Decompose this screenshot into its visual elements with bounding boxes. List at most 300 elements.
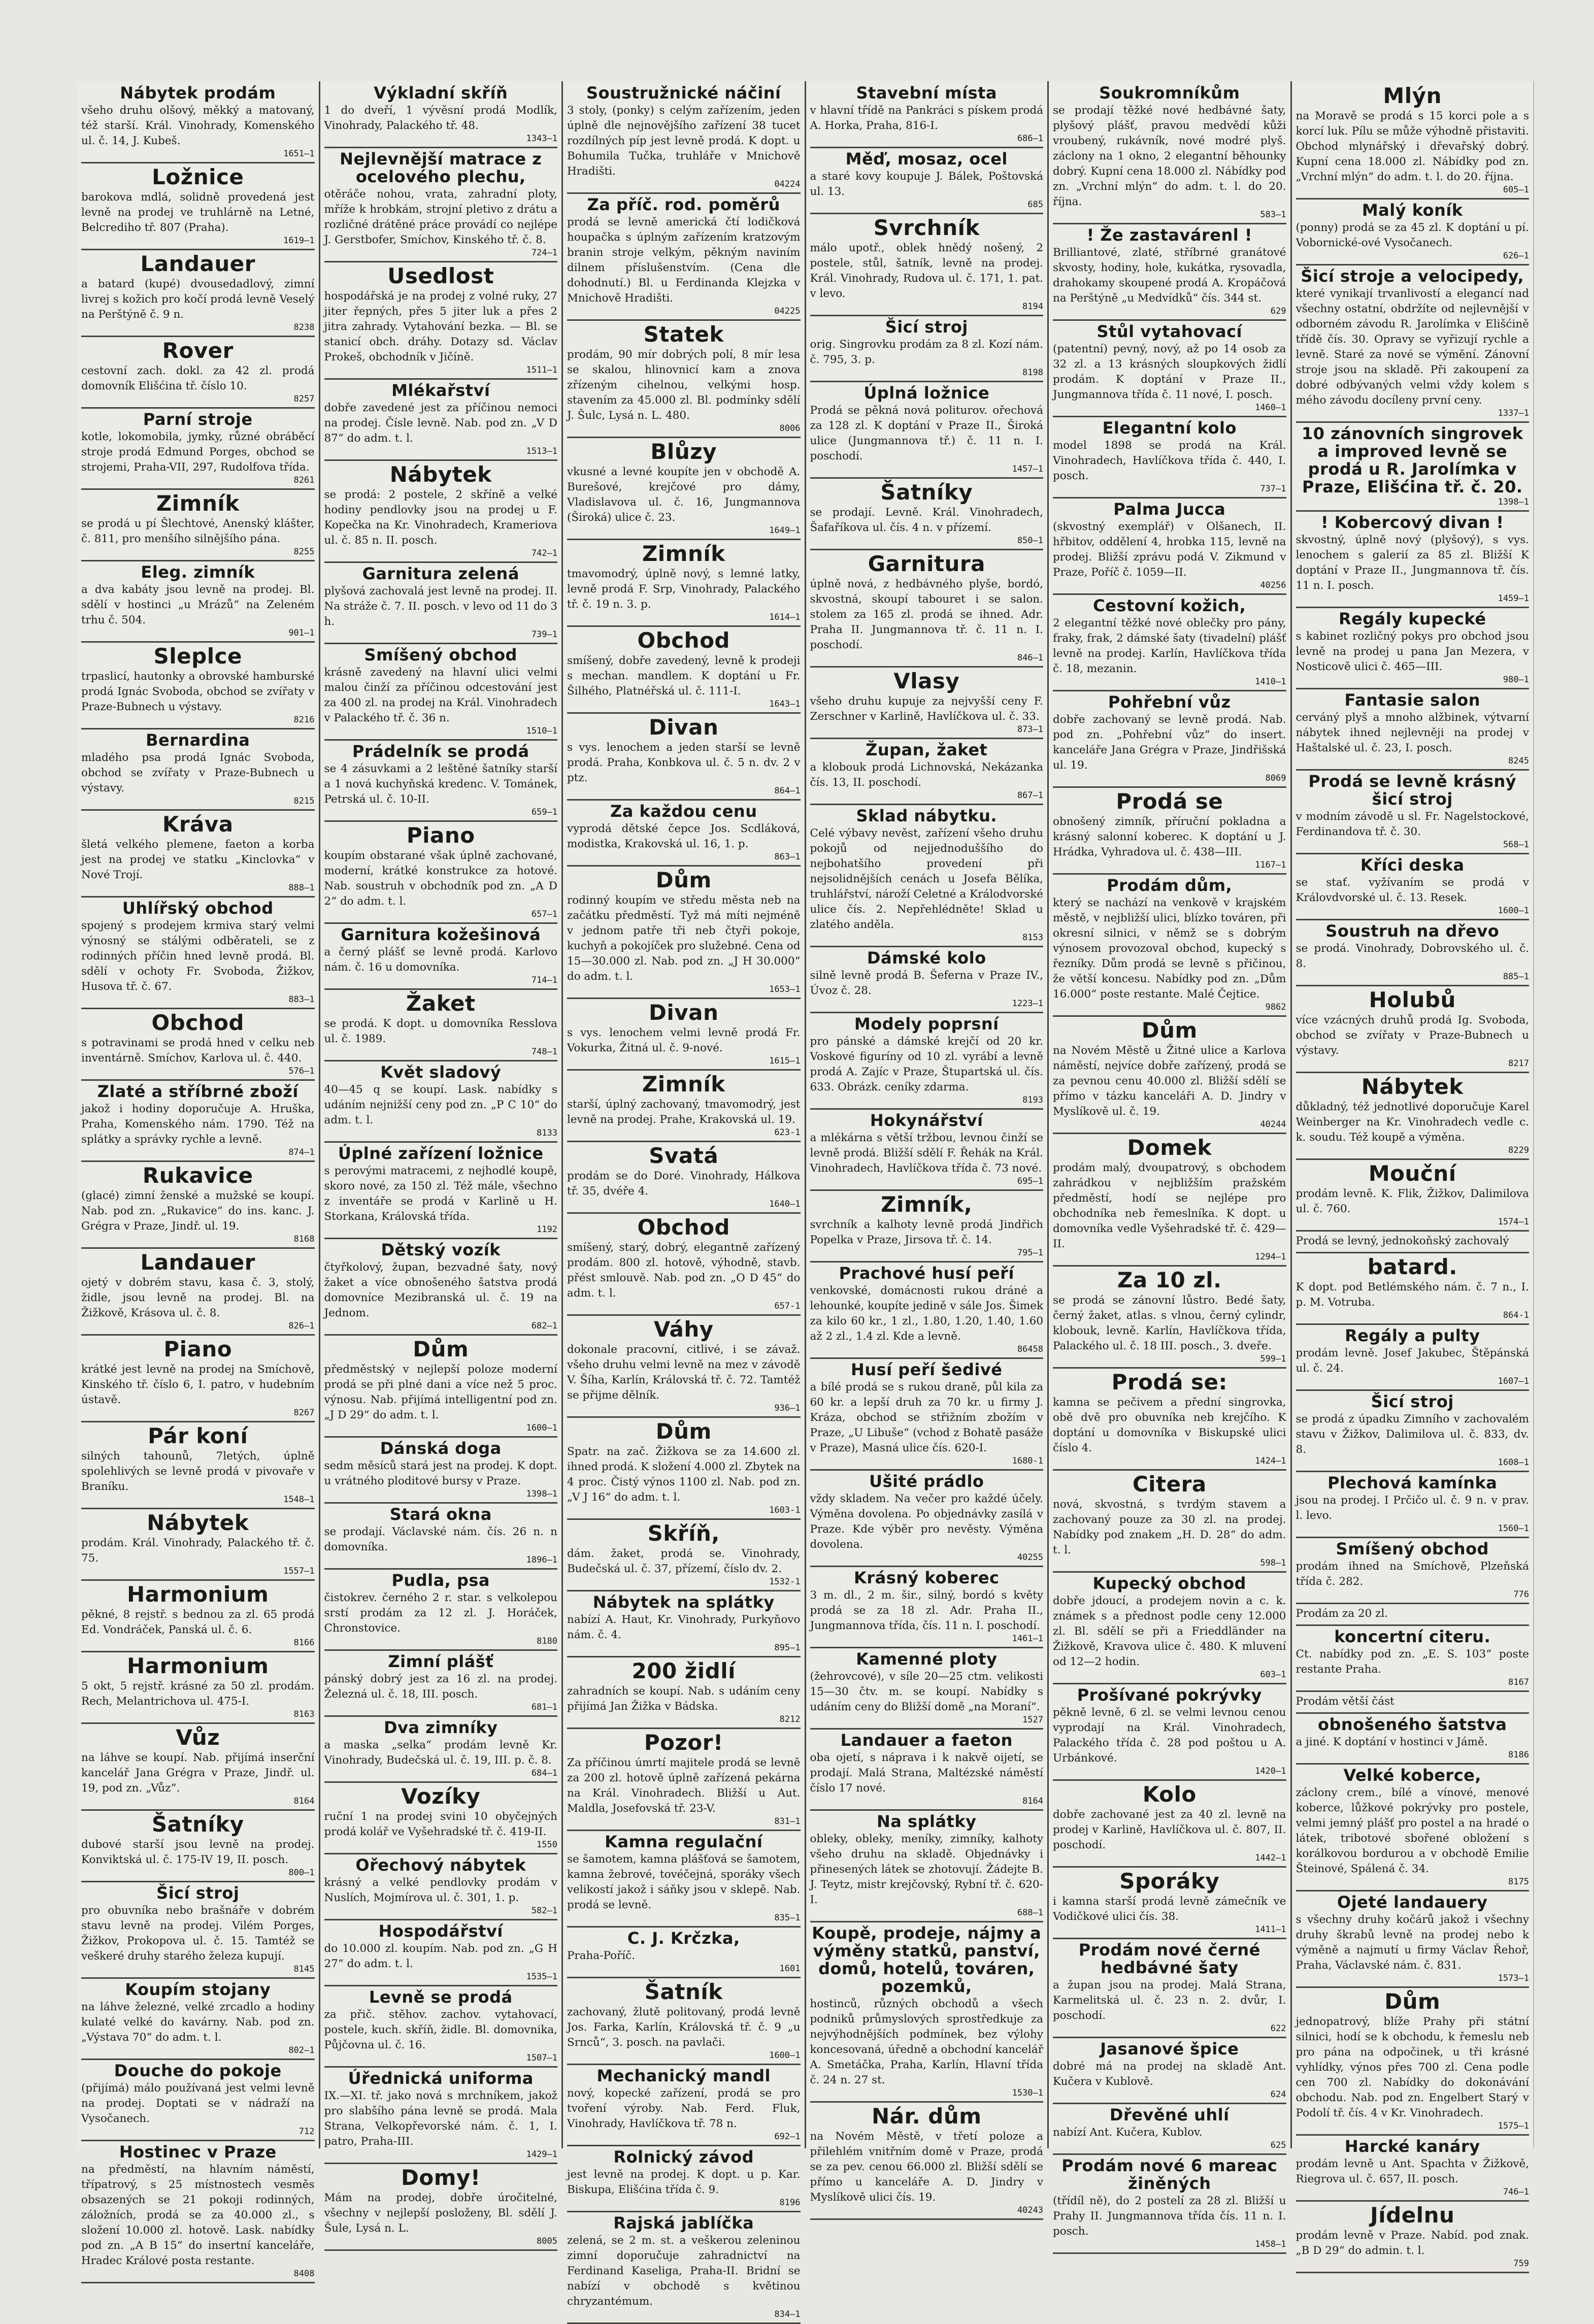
ad-code: 863—1 bbox=[774, 852, 801, 862]
classified-ad bbox=[567, 1591, 801, 1657]
classified-ad bbox=[1296, 986, 1530, 1073]
ad-heading: Váhy bbox=[653, 1317, 714, 1342]
ad-body: jest levně na prodej. K dopt. u p. Kar. Biskupa, Elišćina třída č. 9. bbox=[567, 2168, 801, 2196]
ad-body: pro obuvníka nebo brašnáře v dobrém stavu levně na prodej. Vilém Porges, Žižkov, Prokopova ul. č. 15. Tamtéž se veškeré druhy starého železa kupují. bbox=[81, 1904, 315, 1963]
ad-body: dám. žaket, prodá se. Vinohrady, Budečská ul. č. 37, přízemí, číslo dv. 2. bbox=[567, 1547, 801, 1575]
ad-heading: Koupím stojany bbox=[125, 1980, 271, 1999]
ad-code: 8193 bbox=[1022, 1095, 1043, 1105]
classified-ad bbox=[567, 1418, 801, 1520]
ad-heading: Usedlost bbox=[387, 263, 494, 288]
ad-code: 8006 bbox=[779, 423, 801, 434]
ad-heading: Prachové husí peří bbox=[839, 1264, 1014, 1283]
ad-body: na Moravě se prodá s 15 korci pole a s korcí luk. Pílu se může výhodně přistaviti. Obchod mlynářský i dřevařský dobrý. Kupní cena 18.000 zl. Nábídky pod zn. „Vrchní mlýn“ do adm. t. l. do 20. října. bbox=[1296, 110, 1529, 183]
ad-heading: Divan bbox=[649, 1000, 719, 1025]
ad-heading: Šatníky bbox=[880, 480, 973, 505]
ad-code: 1649—1 bbox=[769, 525, 801, 536]
ad-heading: Hostinec v Praze bbox=[119, 2142, 277, 2162]
classified-ad bbox=[324, 380, 558, 461]
classified-ad bbox=[567, 1831, 801, 1928]
ad-heading: Úřednická uniforma bbox=[348, 2069, 534, 2088]
ad-code: 40244 bbox=[1260, 1119, 1286, 1130]
ad-heading: Pohřební vůz bbox=[1108, 692, 1231, 712]
classified-ad bbox=[324, 461, 558, 563]
ad-body: dubové starší jsou levně na prodej. Konviktská ul. č. 175-IV 19, II. posch. bbox=[81, 1838, 315, 1866]
classified-ad bbox=[810, 1263, 1044, 1359]
ad-body: krátké jest levně na prodej na Smíchově, Kinského tř. číslo 6, I. patro, v hudebním ústavě. bbox=[81, 1363, 315, 1406]
ad-body: dobře jdoucí, a prodejem novin a c. k. známek s a přednost podle ceny 12.000 zl. Bl. sdělí se při a Frieddländer na Žižkově, Kravova ulice č. 480. K mluvení od 12—2 hodin. bbox=[1053, 1595, 1286, 1668]
ad-body: 5 okt, 5 rejstř. krásné za 50 zl. prodám. Rech, Melantrichova ul. 475-I. bbox=[81, 1680, 315, 1708]
classified-ad bbox=[810, 479, 1044, 550]
ad-body: se prodají těžké nové hedbávné šaty, plyšový plášť, pravou medvědí kůži vroubený, rukávník, nové modré plyš. záclony na 1 okno, 2 elegantní běhounky dobrý. Kupní cena 18.000 zl. Nábídky pod zn. „Vrchní mlýn“ do adm. t. l. do 20. října. bbox=[1053, 104, 1286, 208]
ad-heading: Douche do pokoje bbox=[114, 2061, 282, 2080]
classified-ad bbox=[1053, 417, 1286, 499]
ad-heading: Levně se prodá bbox=[369, 1987, 513, 2007]
classified-ad bbox=[81, 337, 315, 409]
ad-heading: Mlýn bbox=[1383, 83, 1442, 108]
ad-body: všeho druhu kupuje za nejvyšší ceny F. Zerschner v Karlině, Havlíčkova ul. č. 33. bbox=[810, 695, 1043, 723]
classified-ad bbox=[1296, 689, 1530, 771]
ad-heading: Fantasie salon bbox=[1344, 690, 1480, 710]
ad-heading: Citera bbox=[1132, 1472, 1207, 1497]
ad-body: (glacé) zimní ženské a mužské se koupí. Nab. pod zn. „Rukavice“ do ins. kanc. J. Grégra v Praze, Jindř. ul. 19. bbox=[81, 1189, 315, 1233]
ad-body: obleky, obleky, meníky, zimníky, kalhoty všeho druhu na skladě. Objednávky i přinesených látek se zhotovují. Žádejte B. J. Teytz, mistr krejčovský, Rybní tř. č. 620-I. bbox=[810, 1833, 1043, 1906]
ad-code: 626—1 bbox=[1503, 251, 1529, 261]
ad-code: 1461—1 bbox=[1012, 1634, 1043, 1644]
ad-body: smíšený, dobře zavedený, levně k prodeji s mechan. mandlem. K doptání u Fr. Šilhého, Platnéřská ul. č. 111-I. bbox=[567, 654, 801, 698]
classified-ad bbox=[810, 1567, 1044, 1648]
ad-heading: Prodám dům, bbox=[1107, 876, 1233, 895]
ad-body: s perovými matracemi, z nejhodlé koupě, skoro nové, za 150 zl. Též mále, všechno z inventáře se prodá v Karlině u H. Storkana, Královská třída. bbox=[324, 1165, 557, 1223]
ad-body: vkusné a levné koupíte jen v obchodě A. Burešové, krejčové pro dámy, Vladislavova ul. č. 16, Jungmannova (Široká) ulice č. 23. bbox=[567, 466, 801, 524]
ad-heading: Šatníky bbox=[151, 1812, 244, 1837]
classified-ad bbox=[81, 2141, 315, 2283]
classified-ad bbox=[1053, 2155, 1286, 2254]
ad-heading: Kolo bbox=[1142, 1782, 1197, 1807]
classified-ad bbox=[1296, 1538, 1530, 1604]
ad-body: a batard (kupé) dvousedadlový, zimní livrej s kožich pro kočí prodá levně Veselý na Perštýně č. 9 n. bbox=[81, 278, 315, 321]
ad-body: pěkně levně, 6 zl. se velmi levnou cenou vyprodají na Král. Vinohradech, Palackého třída č. 28 pod poštou u A. Urbánkové. bbox=[1053, 1706, 1286, 1765]
ad-column bbox=[805, 81, 1048, 2215]
classified-ad bbox=[1053, 788, 1286, 875]
ad-heading: Župan, žaket bbox=[866, 740, 988, 759]
classified-ad bbox=[810, 1013, 1044, 1110]
classified-ad bbox=[81, 1811, 315, 1882]
ad-body: s potravinami se prodá hned v celku neb inventárně. Smíchov, Karlova ul. č. 440. bbox=[81, 1037, 315, 1065]
classified-ad bbox=[810, 947, 1044, 1013]
ad-heading: Piano bbox=[163, 1337, 233, 1362]
classified-ad bbox=[1053, 1369, 1286, 1471]
ad-code: 1530—1 bbox=[1012, 2088, 1043, 2098]
ad-heading: Kráva bbox=[162, 812, 234, 837]
ad-code: 1192 bbox=[537, 1224, 557, 1235]
classified-ad bbox=[1053, 1939, 1286, 2038]
classified-ad bbox=[81, 1979, 315, 2060]
ad-body: Prodám za 20 zl. bbox=[1296, 1607, 1388, 1620]
ad-code: 1603-1 bbox=[769, 1505, 801, 1515]
ad-code: 605—1 bbox=[1503, 185, 1529, 195]
ad-code: 8164 bbox=[1022, 1796, 1043, 1806]
classified-ad bbox=[1296, 1391, 1530, 1472]
ad-code: 1294—1 bbox=[1255, 1252, 1286, 1262]
ad-heading: Parní stroje bbox=[143, 410, 253, 429]
ad-body: v hlavní třídě na Pankráci s pískem prodá A. Horka, Praha, 816-I. bbox=[810, 104, 1043, 132]
ad-body: dobře zachovaný se levně prodá. Nab. pod zn. „Pohřební vůz“ do insert. kanceláře Jana Grégra v Praze, Jindřišská ul. 19. bbox=[1053, 713, 1286, 772]
classified-ad bbox=[1296, 82, 1530, 200]
ad-heading: Na splátky bbox=[877, 1812, 977, 1831]
ad-code: 9862 bbox=[1265, 1002, 1286, 1012]
classified-ad bbox=[324, 2164, 558, 2251]
classified-ad bbox=[324, 1504, 558, 1570]
ad-code: 8196 bbox=[779, 2198, 801, 2208]
ad-heading: Dům bbox=[655, 868, 712, 892]
ad-heading: Obchod bbox=[637, 628, 730, 653]
ad-code: 8255 bbox=[293, 547, 315, 557]
ad-heading: Vůz bbox=[176, 1725, 220, 1750]
ad-heading: Dům bbox=[1384, 1989, 1441, 2014]
classified-ad bbox=[567, 627, 801, 714]
ad-heading: Obchod bbox=[637, 1215, 730, 1240]
ad-body: důkladný, též jednotlivé doporučuje Karel Weinberger na Kr. Vinohradech vedle c. k. soudu. Též koupě a výměna. bbox=[1296, 1101, 1529, 1144]
ad-code: 8166 bbox=[293, 1638, 315, 1648]
ad-body: prodám levně. K. Flik, Žižkov, Dalimilova ul. č. 760. bbox=[1296, 1187, 1529, 1215]
ad-heading: Stará okna bbox=[389, 1505, 492, 1524]
ad-body: krásně zavedený na hlavní ulici velmi malou činží za příčinou odcestování jest za 400 zl. na prodej na Král. Vinohradech v Palackého tř. č. 36 n. bbox=[324, 666, 557, 724]
ad-code: 831—1 bbox=[774, 1816, 801, 1827]
ad-heading: Šicí stroj bbox=[156, 1883, 240, 1903]
ad-heading: Za příč. rod. poměrů bbox=[587, 195, 780, 214]
ad-body: jsou na prodej. I Prčičo ul. č. 9 n. v prav. l. levo. bbox=[1296, 1494, 1529, 1522]
classified-ad bbox=[810, 1811, 1044, 1922]
ad-code: 685 bbox=[1027, 200, 1043, 210]
ad-code: 8245 bbox=[1508, 756, 1529, 766]
page-margin bbox=[1533, 81, 1549, 2148]
ad-code: 1607—1 bbox=[1498, 1376, 1529, 1386]
ad-code: 1680-1 bbox=[1012, 1456, 1043, 1466]
ad-body: a župan jsou na prodej. Malá Strana, Karmelitská ul. č. 23 n. 2. dvůr, I. poschodí. bbox=[1053, 1979, 1286, 2022]
ad-heading: Bernardina bbox=[146, 731, 250, 750]
ad-heading: obnošeného šatstva bbox=[1317, 1715, 1507, 1734]
ad-code: 8069 bbox=[1265, 773, 1286, 783]
ad-heading: 200 židlí bbox=[632, 1658, 736, 1683]
classified-ad bbox=[1296, 920, 1530, 986]
ad-body: skvostný, úplně nový (plyšový), s vys. lenochem s galerií za 85 zl. Bližší K doptání v Praze II., Jungmannova tř. čís. 11 n. I. posch. bbox=[1296, 534, 1529, 592]
classified-ad bbox=[324, 563, 558, 644]
classified-ad bbox=[567, 1520, 801, 1591]
ad-heading: Hospodářství bbox=[378, 1921, 503, 1941]
ad-code: 714—1 bbox=[531, 975, 557, 985]
ad-body: prodám se do Doré. Vinohrady, Hálkova tř. 35, dvéře 4. bbox=[567, 1170, 801, 1198]
classified-ad bbox=[1053, 499, 1286, 595]
ad-heading: Mechanický mandl bbox=[596, 2066, 771, 2085]
ad-body: rodinný koupím ve středu města neb na začátku předměstí. Tyž má míti nejméně v jednom patře tři neb čtyři pokoje, kuchyň a pokojíček pro služebné. Cena od 15—30.000 zl. Nab. pod zn. „J H 30.000“ do adm. t. l. bbox=[567, 894, 801, 983]
classified-ad bbox=[81, 250, 315, 337]
ad-heading: Dům bbox=[655, 1419, 712, 1444]
ad-code: 598—1 bbox=[1260, 1558, 1286, 1568]
ad-body: obnošený zimník, příruční pokladna a krásný salonní koberec. K doptání u J. Hrádka, Vyhradova ul. č. 438—III. bbox=[1053, 815, 1286, 858]
ad-code: 1532-1 bbox=[769, 1577, 801, 1587]
classified-ad bbox=[567, 321, 801, 438]
classified-ad bbox=[810, 1110, 1044, 1191]
classified-ad bbox=[324, 148, 558, 262]
ad-body: zachovaný, žlutě politovaný, prodá levně Jos. Farka, Karlín, Královská tř. č. 9 „u Srnců“, 3. posch. na pavlači. bbox=[567, 2006, 801, 2049]
classified-ad bbox=[81, 409, 315, 490]
ad-heading: Regály kupecké bbox=[1338, 609, 1486, 628]
ad-body: více vzácných druhů prodá Ig. Svoboda, obchod se zvířaty v Praze-Bubnech u výstavy. bbox=[1296, 1014, 1529, 1057]
ad-code: 1398—1 bbox=[526, 1489, 557, 1499]
ad-body: za přič. stěhov. zachov. vytahovací, postele, kuch. skříň, židle. Bl. domovnika, Půjčovna ul. č. 16. bbox=[324, 2008, 557, 2051]
ad-heading: Prošívané pokrývky bbox=[1077, 1685, 1262, 1705]
ad-body: (skvostný exemplář) v Olšanech, II. hřbitov, oddělení 4, hrobka 115, levně na prodej. Bližší zprávu podá V. Zikmund v Praze, Poříč č. 1059—II. bbox=[1053, 520, 1286, 579]
classified-ad bbox=[1296, 854, 1530, 920]
ad-code: 980—1 bbox=[1503, 675, 1529, 685]
classified-ad bbox=[81, 490, 315, 561]
ad-code: 712 bbox=[298, 2127, 315, 2137]
classified-ad bbox=[1296, 423, 1530, 512]
ad-body: 1 do dveří, 1 vývěsní prodá Modlík, Vinohrady, Palackého tř. 48. bbox=[324, 104, 557, 132]
classified-ad bbox=[810, 1648, 1044, 1730]
ad-code: 682—1 bbox=[531, 1321, 557, 1331]
ad-code: 1574—1 bbox=[1498, 1217, 1529, 1227]
ad-code: 746—1 bbox=[1503, 2187, 1529, 2197]
ad-heading: Stůl vytahovací bbox=[1097, 322, 1242, 341]
ad-code: 1653—1 bbox=[769, 984, 801, 994]
classified-ad bbox=[1296, 1472, 1530, 1538]
ad-body: Prodám větší část bbox=[1296, 1695, 1394, 1708]
classified-ad bbox=[1053, 2104, 1286, 2155]
classified-ad bbox=[1296, 1232, 1530, 1253]
ad-code: 826—1 bbox=[288, 1321, 315, 1331]
ad-heading: Smíšený obchod bbox=[1336, 1539, 1489, 1558]
ad-heading: Rajská jablíčka bbox=[613, 2213, 754, 2233]
ad-code: 1896—1 bbox=[526, 1555, 557, 1565]
ad-code: 1548—1 bbox=[283, 1495, 315, 1505]
ad-heading: Eleg. zimník bbox=[141, 562, 255, 582]
ad-heading: Vozíky bbox=[401, 1784, 481, 1809]
ad-code: 795—1 bbox=[1017, 1248, 1043, 1258]
ad-code: 888—1 bbox=[288, 883, 315, 893]
ad-code: 8133 bbox=[537, 1128, 557, 1138]
ad-body: cestovní zach. dokl. za 42 zl. prodá domovník Elišćina tř. číslo 10. bbox=[81, 364, 315, 392]
ad-heading: Nábytek bbox=[147, 1510, 249, 1535]
ad-heading: Landauer bbox=[140, 1250, 255, 1275]
ad-heading: Kupecký obchod bbox=[1092, 1574, 1246, 1593]
ad-body: svrchník a kalhoty levně prodá Jindřich Popelka v Praze, Jirsova tř. č. 14. bbox=[810, 1218, 1043, 1246]
ad-body: Mám na prodej, dobře úročitelné, všechny v nejlepší posloženy, Bl. sdělí J. Šule, Lysá n. L. bbox=[324, 2192, 557, 2235]
classified-ad bbox=[81, 1081, 315, 1162]
ad-heading: Prodá se: bbox=[1111, 1370, 1227, 1395]
ad-body: prodám levně v Praze. Nabíd. pod znak. „B D 29“ do admin. t. l. bbox=[1296, 2229, 1529, 2257]
classified-ad bbox=[1053, 1017, 1286, 1134]
ad-heading: Sklad nábytku. bbox=[856, 806, 998, 825]
ad-code: 692—1 bbox=[774, 2132, 801, 2142]
classified-ad bbox=[324, 741, 558, 822]
ad-body: nabízí Ant. Kučera, Kublov. bbox=[1053, 2126, 1203, 2139]
classified-ad bbox=[567, 867, 801, 999]
ad-body: Prodá se levný, jednokoňský zachovalý bbox=[1296, 1235, 1509, 1247]
ad-heading: Prodám nové černé hedbávné šaty bbox=[1078, 1940, 1260, 1977]
classified-ad bbox=[81, 163, 315, 250]
ad-heading: Šicí stroj bbox=[885, 317, 968, 337]
ad-heading: Rukavice bbox=[142, 1163, 253, 1188]
ad-heading: Uhlířský obchod bbox=[122, 899, 274, 918]
ad-body: IX.—XI. tř. jako nová s mrchníkem, jakož pro slabšího pána levně se prodá. Mala Strana, Velkopřevorské nám. č. 1, I. patro, Praha-III. bbox=[324, 2089, 557, 2148]
ad-heading: Soukromníkům bbox=[1099, 83, 1240, 103]
ad-code: 1420—1 bbox=[1255, 1766, 1286, 1776]
ad-body: který se nachází na venkově v krajském městě, v nejbližší ulici, blízko továren, při okresní silnici, v němž se s dobrým výnosem provozoval obchod, kupecký s řezníky. Dům prodá se levně s přičinou, že větší koncesu. Nabídky pod zn. „Dům 16.000“ poste restante. Malé Čejtice. bbox=[1053, 897, 1286, 1001]
ad-heading: Jasanové špice bbox=[1100, 2039, 1239, 2059]
ad-heading: Ušité prádlo bbox=[869, 1472, 984, 1491]
classified-ad bbox=[1053, 691, 1286, 788]
ad-code: 1557—1 bbox=[283, 1566, 315, 1576]
classified-ad bbox=[1053, 82, 1286, 224]
ad-heading: Elegantní kolo bbox=[1102, 418, 1237, 438]
ad-code: 1527 bbox=[1022, 1715, 1043, 1725]
ad-heading: Ložnice bbox=[152, 164, 244, 189]
ad-body: se prodá se zánovní lůstro. Bedé šaty, černý žaket, atlas. s vlnou, černý cylindr, klobouk, levně. Karlín, Havlíčkova třída, Palackého ul. č. 18 III. posch., 3. dveře. bbox=[1053, 1294, 1286, 1352]
ad-body: sedm měsíců stará jest na prodej. K dopt. u vrátného ploditové bursy v Praze. bbox=[324, 1459, 557, 1487]
classified-ad bbox=[81, 1882, 315, 1979]
ad-body: na láhve se koupí. Nab. přijímá inserční kancelář Jana Grégra v Praze, Jindř. ul. 19, pod zn. „Vůz“. bbox=[81, 1751, 315, 1795]
ad-code: 874—1 bbox=[288, 1147, 315, 1157]
ad-body: nová, skvostná, s tvrdým stavem a zachovaný pouze za 30 zl. na prodej. Nabídky pod znakem „H. D. 28“ do adm. t. l. bbox=[1053, 1498, 1286, 1556]
ad-code: 8145 bbox=[293, 1964, 315, 1974]
ad-heading: Palma Jucca bbox=[1113, 500, 1226, 519]
ad-body: mladého psa prodá Ignác Svoboda, obchod se zvířaty v Praze-Bubnech u výstavy. bbox=[81, 751, 315, 794]
classified-ad bbox=[567, 1657, 801, 1729]
ad-code: 582—1 bbox=[531, 1906, 557, 1916]
classified-ad bbox=[324, 1717, 558, 1783]
ad-code: 850—1 bbox=[1017, 536, 1043, 546]
ad-body: hospodářská je na prodej z volné ruky, 27 jiter řepných, přes 5 jiter luk a přes 2 jitra zahrady. Vytahování bezka. — Bl. se stanicí obch. dráhy. Dotazy sd. Václav Prokeš, obchodník v Jičíně. bbox=[324, 290, 557, 363]
ad-code: 1640—1 bbox=[769, 1199, 801, 1209]
newspaper-page bbox=[77, 81, 1533, 2319]
ad-heading: Ořechový nábytek bbox=[355, 1855, 526, 1875]
ad-heading: batard. bbox=[1367, 1254, 1457, 1279]
ad-body: pro pánské a dámské krejčí od 20 kr. Voskové figuríny od 10 zl. vyrábí a levně prodá A. Zajíc v Praze, Štupartská ul. čís. 633. Obrázk. ceníky zdarma. bbox=[810, 1035, 1043, 1093]
ad-heading: Dva zimníky bbox=[384, 1718, 498, 1737]
ad-heading: 10 zánovních singrovek a improved levně se prodá u R. Jarolímka v Praze, Elišćina tř. č. 20. bbox=[1302, 424, 1523, 496]
ad-heading: Zimník bbox=[642, 1072, 725, 1097]
ad-body: oba ojetí, s náprava i k nakvě oijetí, se prodají. Malá Strana, Maltézské náměstí číslo 17 nové. bbox=[810, 1751, 1043, 1795]
ad-code: 8163 bbox=[293, 1709, 315, 1719]
ad-code: 1223—1 bbox=[1012, 999, 1043, 1009]
ad-heading: Harmonium bbox=[127, 1582, 269, 1607]
ad-code: 885—1 bbox=[1503, 972, 1529, 982]
ad-code: 657-1 bbox=[774, 1301, 801, 1311]
ad-code: 1643—1 bbox=[769, 699, 801, 709]
ad-code: 8167 bbox=[1508, 1677, 1529, 1687]
ad-heading: Šicí stroj bbox=[1371, 1392, 1454, 1411]
ad-heading: Krásný koberec bbox=[854, 1568, 1000, 1587]
ad-heading: Prodá se bbox=[1116, 789, 1223, 814]
ad-body: na Novém Městě u Žitné ulice a Karlova náměstí, nejvíce dobře zařízený, prodá se za pevnou cenu 40.000 zl. Bližší sdělí se přímo v tázku kanceláři A. D. Jindry v Myslíkově ul. č. 19. bbox=[1053, 1044, 1286, 1118]
ad-heading: Nábytek bbox=[389, 462, 492, 487]
ad-heading: Pudla, psa bbox=[391, 1571, 490, 1590]
ad-body: zahradních se koupí. Nab. s udáním ceny přijímá Jan Žižka v Bádska. bbox=[567, 1685, 801, 1713]
ad-code: 8215 bbox=[293, 796, 315, 806]
classified-ad bbox=[324, 924, 558, 990]
classified-ad bbox=[567, 1978, 801, 2065]
ad-heading: Modely poprsní bbox=[854, 1014, 999, 1034]
ad-code: 1424—1 bbox=[1255, 1456, 1286, 1466]
classified-ad bbox=[567, 438, 801, 540]
ad-body: Za příčinou úmrtí majitele prodá se levně za 200 zl. hotově úplně zařízená pekárna na Král. Vinohradech. Bližší u Aut. Maldla, Josefovská tř. 23-V. bbox=[567, 1756, 801, 1815]
ad-heading: ! Kobercový divan ! bbox=[1321, 513, 1504, 532]
ad-body: i kamna starší prodá levně zámečník ve Vodičkové ulici čís. 38. bbox=[1053, 1895, 1286, 1923]
classified-ad bbox=[810, 1471, 1044, 1567]
classified-ad bbox=[1053, 1684, 1286, 1781]
ad-body: ojetý v dobrém stavu, kasa č. 3, stolý, židle, jsou levně na prodej. Bl. na Žižkově, Krásova ul. č. 8. bbox=[81, 1276, 315, 1319]
ad-code: 8005 bbox=[537, 2236, 557, 2246]
ad-body: šletá velkého plemene, faeton a korba jest na prodej ve statku „Kinclovka“ v Nové Trojí. bbox=[81, 838, 315, 881]
ad-body: se 4 zásuvkami a 2 leštěné šatníky starší a 1 nová kuchyňská kredenc. V. Tománek, Petrská ul. č. 10-II. bbox=[324, 762, 557, 806]
classified-ad bbox=[567, 1928, 801, 1978]
classified-ad bbox=[810, 316, 1044, 382]
classified-ad bbox=[324, 82, 558, 148]
classified-ad bbox=[1053, 1267, 1286, 1369]
ad-column bbox=[561, 81, 805, 2319]
ad-heading: Úplné zařízení ložnice bbox=[338, 1144, 544, 1163]
classified-ad bbox=[1053, 321, 1286, 417]
ad-body: se šamotem, kamna plášťová se šamotem, kamna žebrové, tovéčejná, sporáky všech velikostí jakož i sáňky jsou v sklepě. Nab. prodá se levně. bbox=[567, 1853, 801, 1911]
ad-body: 40—45 q se koupí. Lask. nabídky s udáním nejnižší ceny pod zn. „P C 10“ do adm. t. l. bbox=[324, 1083, 557, 1126]
ad-code: 1575—1 bbox=[1498, 2121, 1529, 2131]
ad-body: (ponny) prodá se za 45 zl. K doptání u pí. Vobornické-ové Vysočanech. bbox=[1296, 221, 1529, 249]
ad-code: 873—1 bbox=[1017, 724, 1043, 735]
classified-ad bbox=[567, 1142, 801, 1214]
classified-ad bbox=[567, 194, 801, 321]
ad-body: (třídíl ně), do 2 postelí za 28 zl. Bližší u Prahy II. Jungmannova třída čís. 11 n. I. posch. bbox=[1053, 2195, 1286, 2238]
classified-ad bbox=[1296, 200, 1530, 265]
ad-heading: Soustruh na dřevo bbox=[1325, 921, 1500, 941]
ad-code: 759 bbox=[1513, 2259, 1529, 2269]
ad-heading: Nár. dům bbox=[871, 2104, 982, 2129]
ad-body: zelená, se 2 m. st. a veškerou zeleninou zimní doporučuje zahradnictví na Ferdinand Kaseliga, Praha-II. Bridní se nabízí v obchodě s květinou chryzantémum. bbox=[567, 2234, 801, 2308]
ad-code: 1601 bbox=[779, 1964, 801, 1974]
ad-body: a černý plášť se levně prodá. Karlovo nám. č. 16 u domovníka. bbox=[324, 946, 557, 974]
ad-heading: Dům bbox=[413, 1337, 469, 1362]
ad-code: 1442—1 bbox=[1255, 1853, 1286, 1863]
ad-heading: Domy! bbox=[401, 2165, 481, 2190]
ad-body: Prodá se pěkná nová politurov. ořechová za 128 zl. K doptání v Praze II., Široká ulice (Jungmannova tř.) č. 11 n. I. poschodí. bbox=[810, 404, 1043, 462]
ad-code: 864—1 bbox=[774, 786, 801, 796]
ad-body: Spatr. na zač. Žižkova se za 14.600 zl. ihned prodá. K složení 4.000 zl. Zbytek na 4 proc. Čistý výnos 1100 zl. Nab. pod zn. „V J 16“ do adm. t. l. bbox=[567, 1445, 801, 1504]
ad-body: (žehrovcové), v síle 20—25 ctm. velikosti 15—30 čtv. m. se koupí. Nabídky s udáním ceny do Bližší domě „na Moraní“. bbox=[810, 1670, 1043, 1713]
ad-body: Ct. nabídky pod zn. „E. S. 103“ poste restante Praha. bbox=[1296, 1648, 1529, 1676]
ad-body: 3 stoly, (ponky) s celým zařízením, jeden úplně dle nejnovějšího zařízení 38 tucet rozdílných píp jest levně prodá. K dopt. u Bohumila Tučka, truhláře v Mnichově Hradišti. bbox=[567, 104, 801, 178]
ad-body: se stať. vyžívaním se prodá v Královdvorské ul. č. 13. Resek. bbox=[1296, 876, 1529, 904]
classified-ad bbox=[324, 1061, 558, 1143]
ad-heading: Nábytek prodám bbox=[120, 83, 276, 103]
classified-ad bbox=[810, 805, 1044, 947]
classified-ad bbox=[1053, 224, 1286, 321]
ad-heading: Měď, mosaz, ocel bbox=[845, 149, 1008, 169]
ad-code: 8267 bbox=[293, 1408, 315, 1418]
ad-code: 686—1 bbox=[1017, 134, 1043, 144]
ad-body: prodám levně u Ant. Spachta v Žižkově, Riegrova ul. č. 657, II. posch. bbox=[1296, 2157, 1529, 2185]
ad-heading: Dánská doga bbox=[380, 1439, 502, 1458]
ad-code: 40255 bbox=[1017, 1552, 1043, 1563]
ad-heading: Malý koník bbox=[1361, 201, 1463, 220]
classified-ad bbox=[1053, 1868, 1286, 1939]
ad-code: 8229 bbox=[1508, 1145, 1529, 1155]
ad-heading: Prádelník se prodá bbox=[352, 742, 529, 761]
classified-ad bbox=[810, 148, 1044, 214]
ad-code: 1608—1 bbox=[1498, 1457, 1529, 1468]
classified-ad bbox=[810, 2103, 1044, 2220]
ad-body: orig. Singrovku prodám za 8 zl. Kozí nám. č. 795, 3. p. bbox=[810, 338, 1043, 366]
ad-heading: Holubů bbox=[1369, 987, 1456, 1012]
